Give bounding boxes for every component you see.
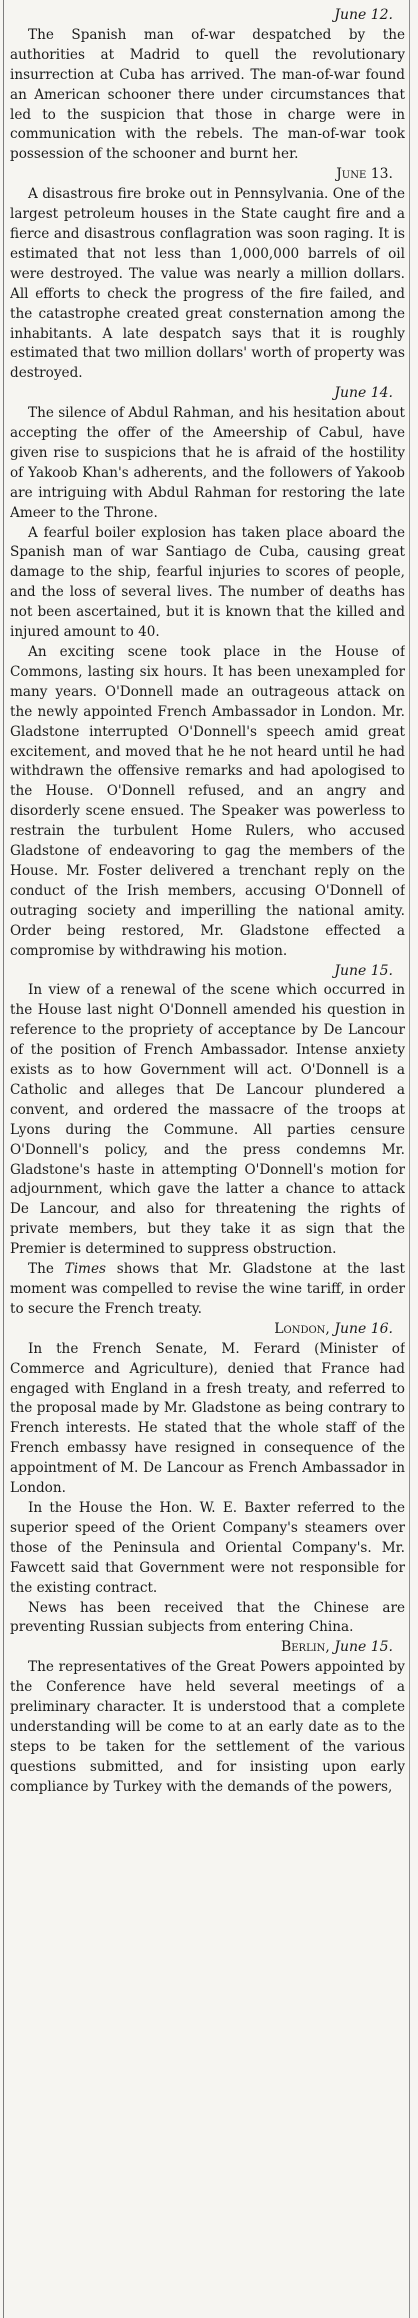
dateline: June 13.	[336, 166, 393, 183]
dateline: June 15.	[334, 962, 393, 979]
dateline: June 14.	[334, 385, 393, 402]
dispatch-june-15	[10, 962, 405, 1320]
dispatch-june-12	[10, 6, 405, 165]
dateline: June 12.	[334, 7, 393, 23]
newspaper-title: Times	[64, 1261, 106, 1278]
paragraph-de-lancour: In view of a renewal of the scene which occurred in the House last night O'Donnell amended his question in reference to the propriety of acceptance by De Lancour of the position of French Ambassador. Intense anxiety exists as to how Government will act. O'Donnell is a Catholic and alleges that De Lancour plundered a convent, and ordered the massacre of the troops at Lyons during the Commune. All parties censure O'Donnell's policy, and the press condemns Mr. Gladstone's haste in attempting O'Donnell's motion for adjournment, which gave the latter a chance to attack De Lancour, and also for threatening the rights of private members, but they take it as sign that the Premier is determined to suppress obstruction.	[10, 982, 405, 1258]
paragraph-pennsylvania-fire: A disastrous fire broke out in Pennsylvania. One of the largest petroleum houses in the State caught fire and a fierce and disastrous conflagration was soon raging. It is estimated that not less than 1,000,000 barrels of oil were destroyed. The value was nearly a million dollars. All efforts to check the progress of the fire failed, and the catastrophe created great consternation among the inhabitants. A late despatch says that it is roughly estimated that two million dollars' worth of property was destroyed.	[10, 186, 405, 382]
paragraph-boiler-explosion: A fearful boiler explosion has taken place aboard the Spanish man of war Santiago de Cuba, causing great damage to the ship, fearful injuries to scores of people, and the loss of several lives. The number of deaths has not been ascertained, but it is known that the killed and injured amount to 40.	[10, 524, 405, 641]
news-column	[10, 6, 405, 2312]
paragraph-times-wine-tariff: The Times shows that Mr. Gladstone at the last moment was compelled to revise the wine tariff, in order to secure the French treaty.	[10, 1261, 405, 1317]
paragraph-abdul-rahman: The silence of Abdul Rahman, and his hesitation about accepting the offer of the Ameership of Cabul, have given rise to suspicions that he is afraid of the hostility of Yakoob Khan's adherents, and the followers of Yakoob are intriguing with Abdul Rahman for restoring the late Ameer to the Throne.	[10, 405, 405, 521]
dispatch-london-june-16	[10, 1320, 405, 1639]
paragraph-berlin-conference: The representatives of the Great Powers appointed by the Conference have held several meetings of a preliminary character. It is understood that a complete understanding will be come to at an early date as to the steps to be taken for the settlement of the various questions submitted, and for insisting upon early compliance by Turkey with the demands of the powers,	[10, 1659, 405, 1795]
dateline: Berlin, June 15.	[280, 1639, 393, 1656]
paragraph-orient-company: In the House the Hon. W. E. Baxter referred to the superior speed of the Orient Company's steamers over those of the Peninsula and Oriental Company's. Mr. Fawcett said that Government were not responsible for the existing contract.	[10, 1499, 405, 1596]
paragraph-china-russia: News has been received that the Chinese are preventing Russian subjects from entering China.	[10, 1599, 405, 1636]
paragraph-french-senate: In the French Senate, M. Ferard (Minister of Commerce and Agriculture), denied that France had engaged with England in a fresh treaty, and referred to the proposal made by Mr. Gladstone as being contrary to French interests. He stated that the whole staff of the French embassy have resigned in consequence of the appointment of M. De Lancour as French Ambassador in London.	[10, 1340, 405, 1497]
dateline: London, June 16.	[274, 1320, 393, 1337]
column-rule-right	[409, 0, 410, 2318]
dispatch-june-13	[10, 165, 405, 384]
paragraph-house-of-commons: An exciting scene took place in the House of Commons, lasting six hours. It has been unexampled for many years. O'Donnell made an outrageous attack on the newly appointed French Ambassador in London. Mr. Gladstone interrupted O'Donnell's speech amid great excitement, and moved that he he not heard until he had withdrawn the offensive remarks and had apologised to the House. O'Donnell refused, and an angry and disorderly scene ensued. The Speaker was powerless to restrain the turbulent Home Rulers, who accused Gladstone of endeavoring to gag the members of the House. Mr. Foster delivered a trenchant reply on the conduct of the Irish members, accusing O'Donnell of outraging society and imperilling the national amity. Order being restored, Mr. Gladstone effected a compromise by withdrawing his motion.	[10, 644, 405, 959]
dispatch-berlin-june-15	[10, 1638, 405, 1797]
dispatch-june-14	[10, 384, 405, 961]
paragraph-cuba-schooner: The Spanish man of-war despatched by the authorities at Madrid to quell the revolutionary insurrection at Cuba has arrived. The man-of-war found an American schooner there under circumstances that led to the suspicion that those in charge were in communication with the rebels. The man-of-war took possession of the schooner and burnt her.	[10, 26, 405, 163]
column-rule-left	[3, 0, 4, 2318]
